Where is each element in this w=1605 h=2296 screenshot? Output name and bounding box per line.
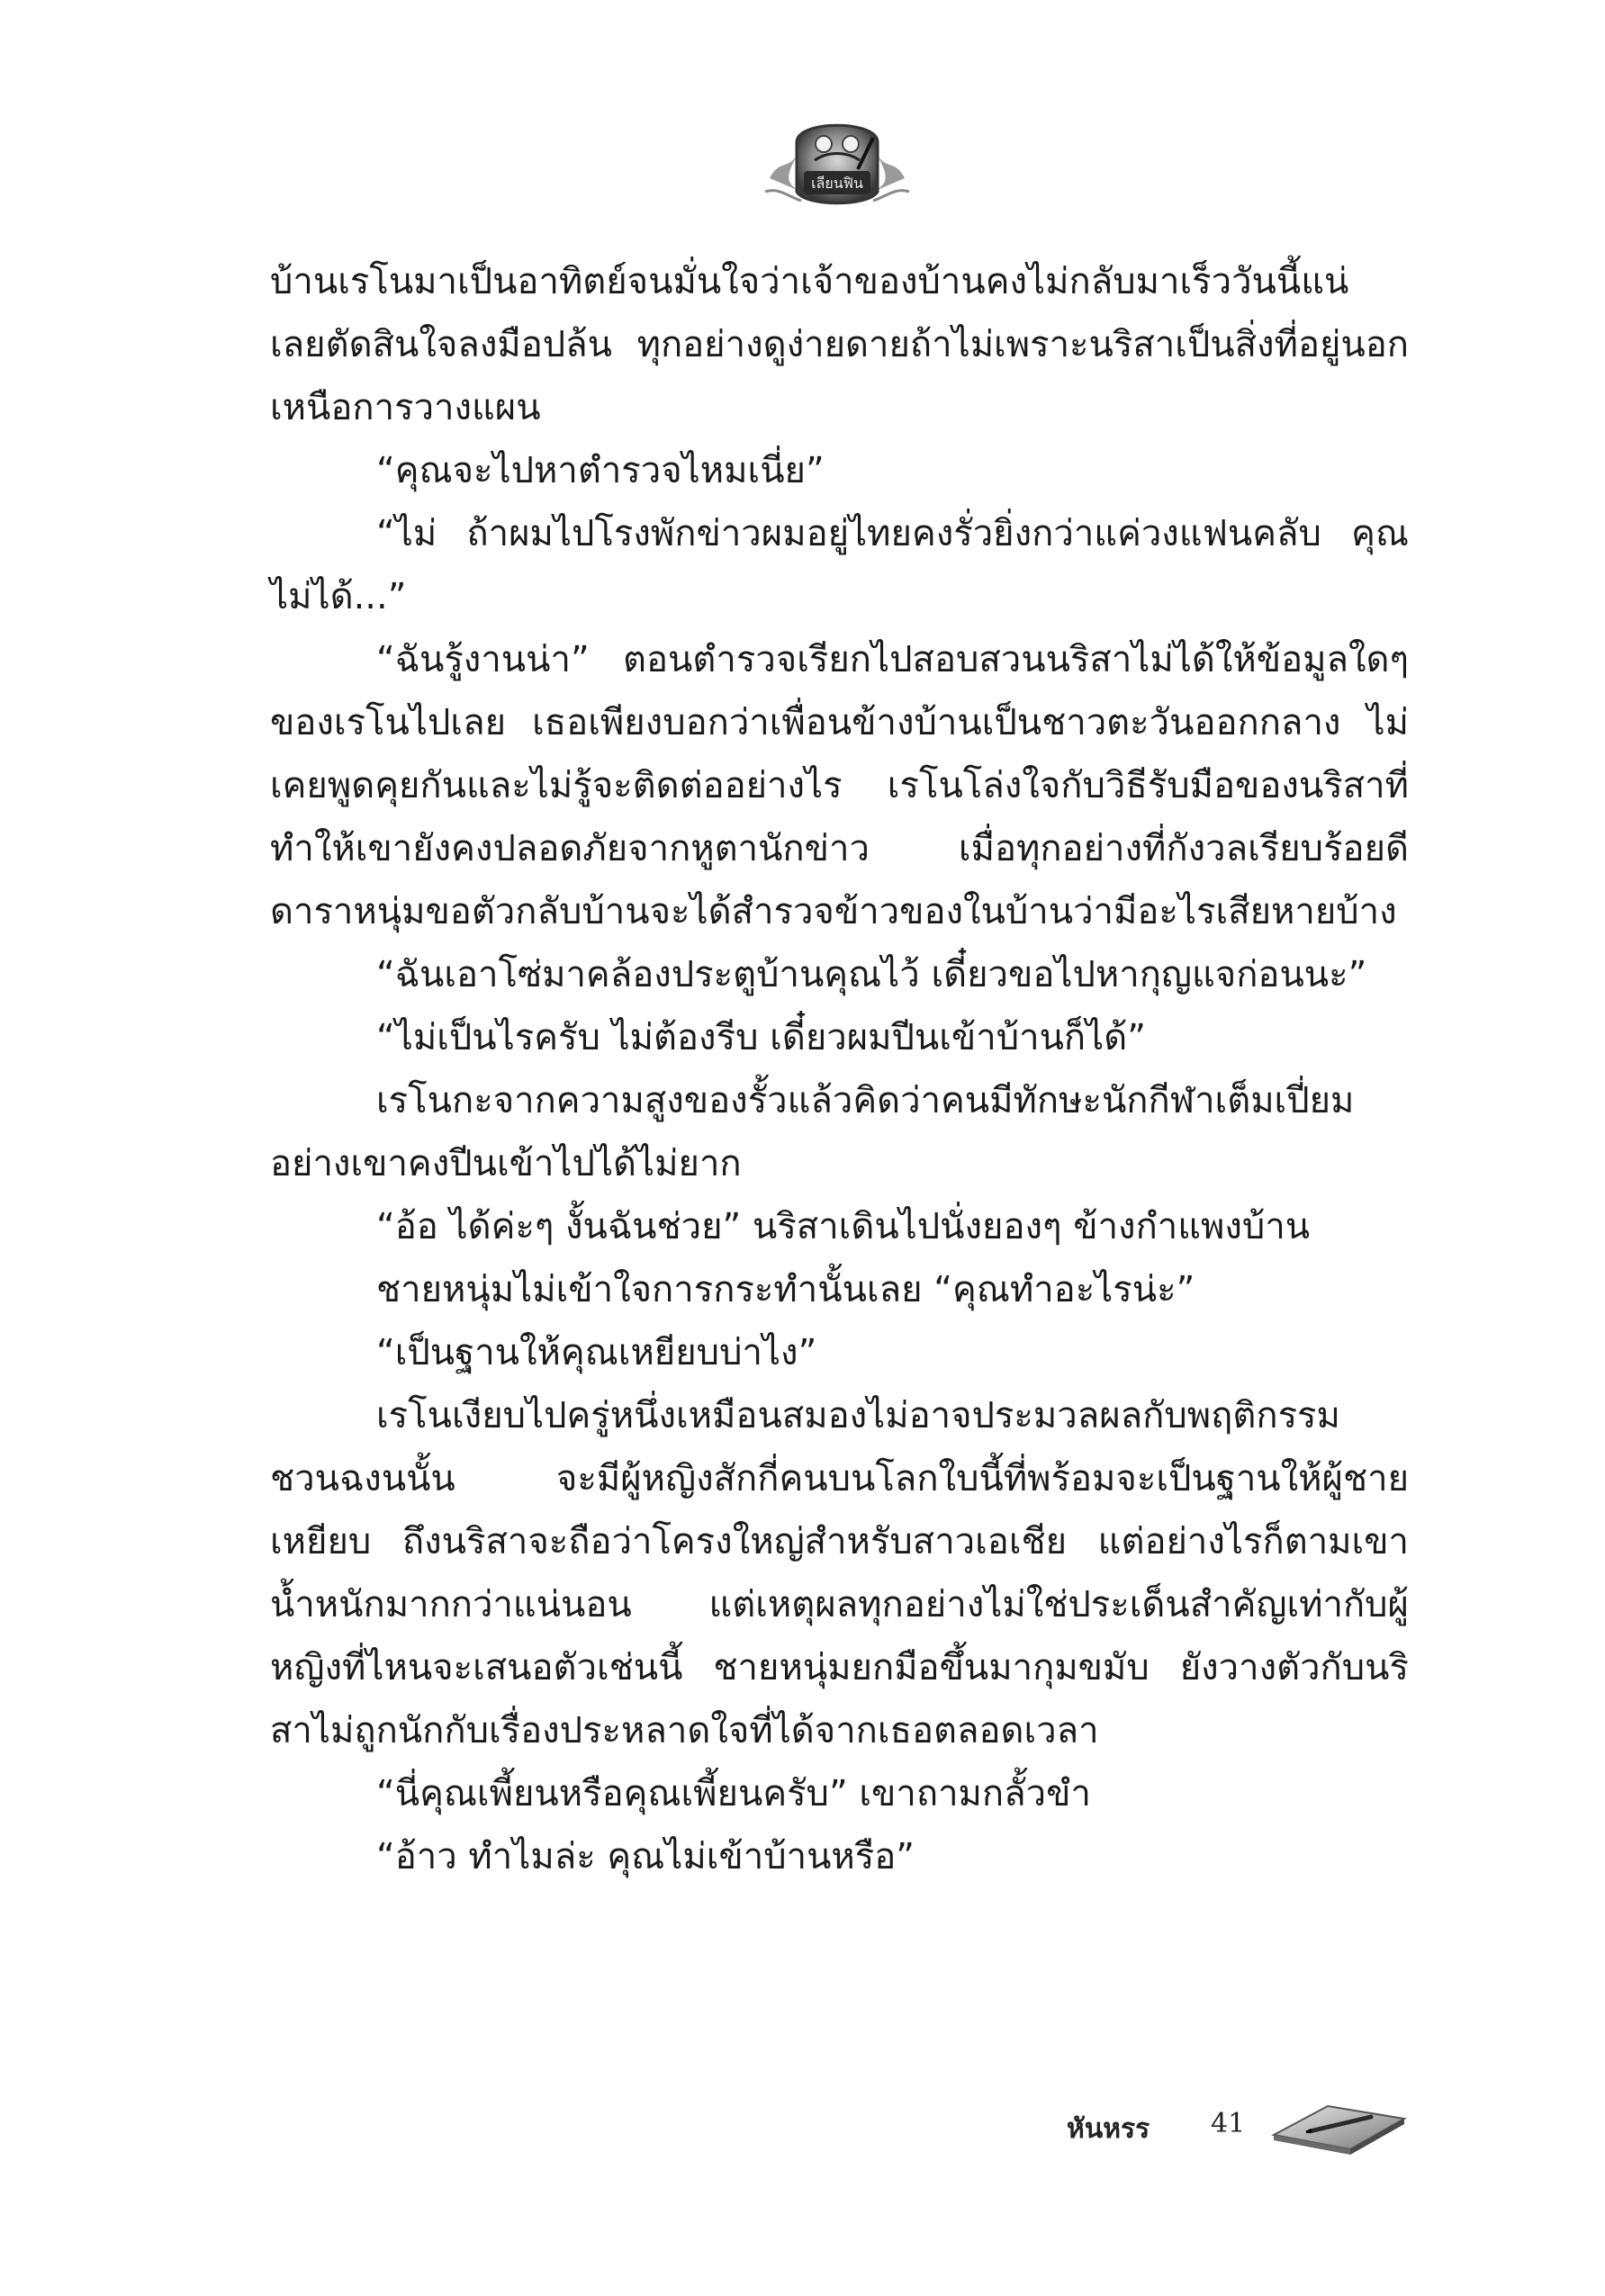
paragraph: “ฉันรู้งานน่า” ตอนตำรวจเรียกไปสอบสวนนริสาไม่ได้ให้ข้อมูลใดๆ ของเรโนไปเลย เธอเพียงบอกว่าเพื่อนข้างบ้านเป็นชาวตะวันออกกลาง ไม่เคยพูดคุยกันและไม่รู้จะติดต่ออย่างไร เรโนโล่งใจกับวิธีรับมือของนริสาที่ทำให้เขายังคงปลอดภัยจากหูตานักข่าว เมื่อทุกอย่างที่กังวลเรียบร้อยดี ดาราหนุ่มขอตัวกลับบ้านจะได้สำรวจข้าวของในบ้านว่ามีอะไรเสียหายบ้าง (270, 639, 1409, 932)
paragraph: “อ้อ ได้ค่ะๆ งั้นฉันช่วย” นริสาเดินไปนั่งยองๆ ข้างกำแพงบ้าน (376, 1206, 1311, 1247)
paragraph: “นี่คุณเพี้ยนหรือคุณเพี้ยนครับ” เขาถามกลั้วขำ (376, 1773, 1091, 1814)
paragraph: ชายหนุ่มไม่เข้าใจการกระทำนั้นเลย “คุณทำอะไรน่ะ” (376, 1269, 1195, 1310)
paragraph: “คุณจะไปหาตำรวจไหมเนี่ย” (376, 450, 825, 491)
paragraph: เรโนกะจากความสูงของรั้วแล้วคิดว่าคนมีทักษะนักกีฬาเต็มเปี่ยมอย่างเขาคงปีนเข้าไปได้ไม่ยาก (270, 1080, 1355, 1184)
body-text (270, 250, 1409, 1888)
book-title: หันหรร (1067, 2113, 1150, 2145)
tablet-pen-icon (1265, 2088, 1409, 2160)
paragraph: “อ้าว ทำไมล่ะ คุณไม่เข้าบ้านหรือ” (376, 1836, 915, 1877)
ornate-crest-icon (761, 106, 914, 214)
paragraph: “ไม่เป็นไรครับ ไม่ต้องรีบ เดี๋ยวผมปีนเข้าบ้านก็ได้” (376, 1017, 1146, 1058)
paragraph: เรโนเงียบไปครู่หนึ่งเหมือนสมองไม่อาจประมวลผลกับพฤติกรรมชวนฉงนนั้น จะมีผู้หญิงสักกี่คนบนโลกใบนี้ที่พร้อมจะเป็นฐานให้ผู้ชายเหยียบ ถึงนริสาจะถือว่าโครงใหญ่สำหรับสาวเอเชีย แต่อย่างไรก็ตามเขาน้ำหนักมากกว่าแน่นอน แต่เหตุผลทุกอย่างไม่ใช่ประเด็นสำคัญเท่ากับผู้หญิงที่ไหนจะเสนอตัวเช่นนี้ ชายหนุ่มยกมือขึ้นมากุมขมับ ยังวางตัวกับนริสาไม่ถูกนักกับเรื่องประหลาดใจที่ได้จากเธอตลอดเวลา (270, 1395, 1409, 1751)
paragraph: “เป็นฐานให้คุณเหยียบบ่าไง” (376, 1332, 817, 1373)
page-footer (1067, 2088, 1409, 2169)
logo-text: เลียนฟิน (811, 176, 863, 192)
page-number: 41 (1211, 2108, 1246, 2139)
paragraph: บ้านเรโนมาเป็นอาทิตย์จนมั่นใจว่าเจ้าของบ้านคงไม่กลับมาเร็ววันนี้แน่ เลยตัดสินใจลงมือปล้น ทุกอย่างดูง่ายดายถ้าไม่เพราะนริสาเป็นสิ่งที่อยู่นอกเหนือการวางแผน (270, 261, 1409, 428)
paragraph: “ไม่ ถ้าผมไปโรงพักข่าวผมอยู่ไทยคงรั่วยิ่งกว่าแค่วงแฟนคลับ คุณไม่ได้...” (270, 513, 1409, 617)
paragraph: “ฉันเอาโซ่มาคล้องประตูบ้านคุณไว้ เดี๋ยวขอไปหากุญแจก่อนนะ” (376, 954, 1367, 995)
